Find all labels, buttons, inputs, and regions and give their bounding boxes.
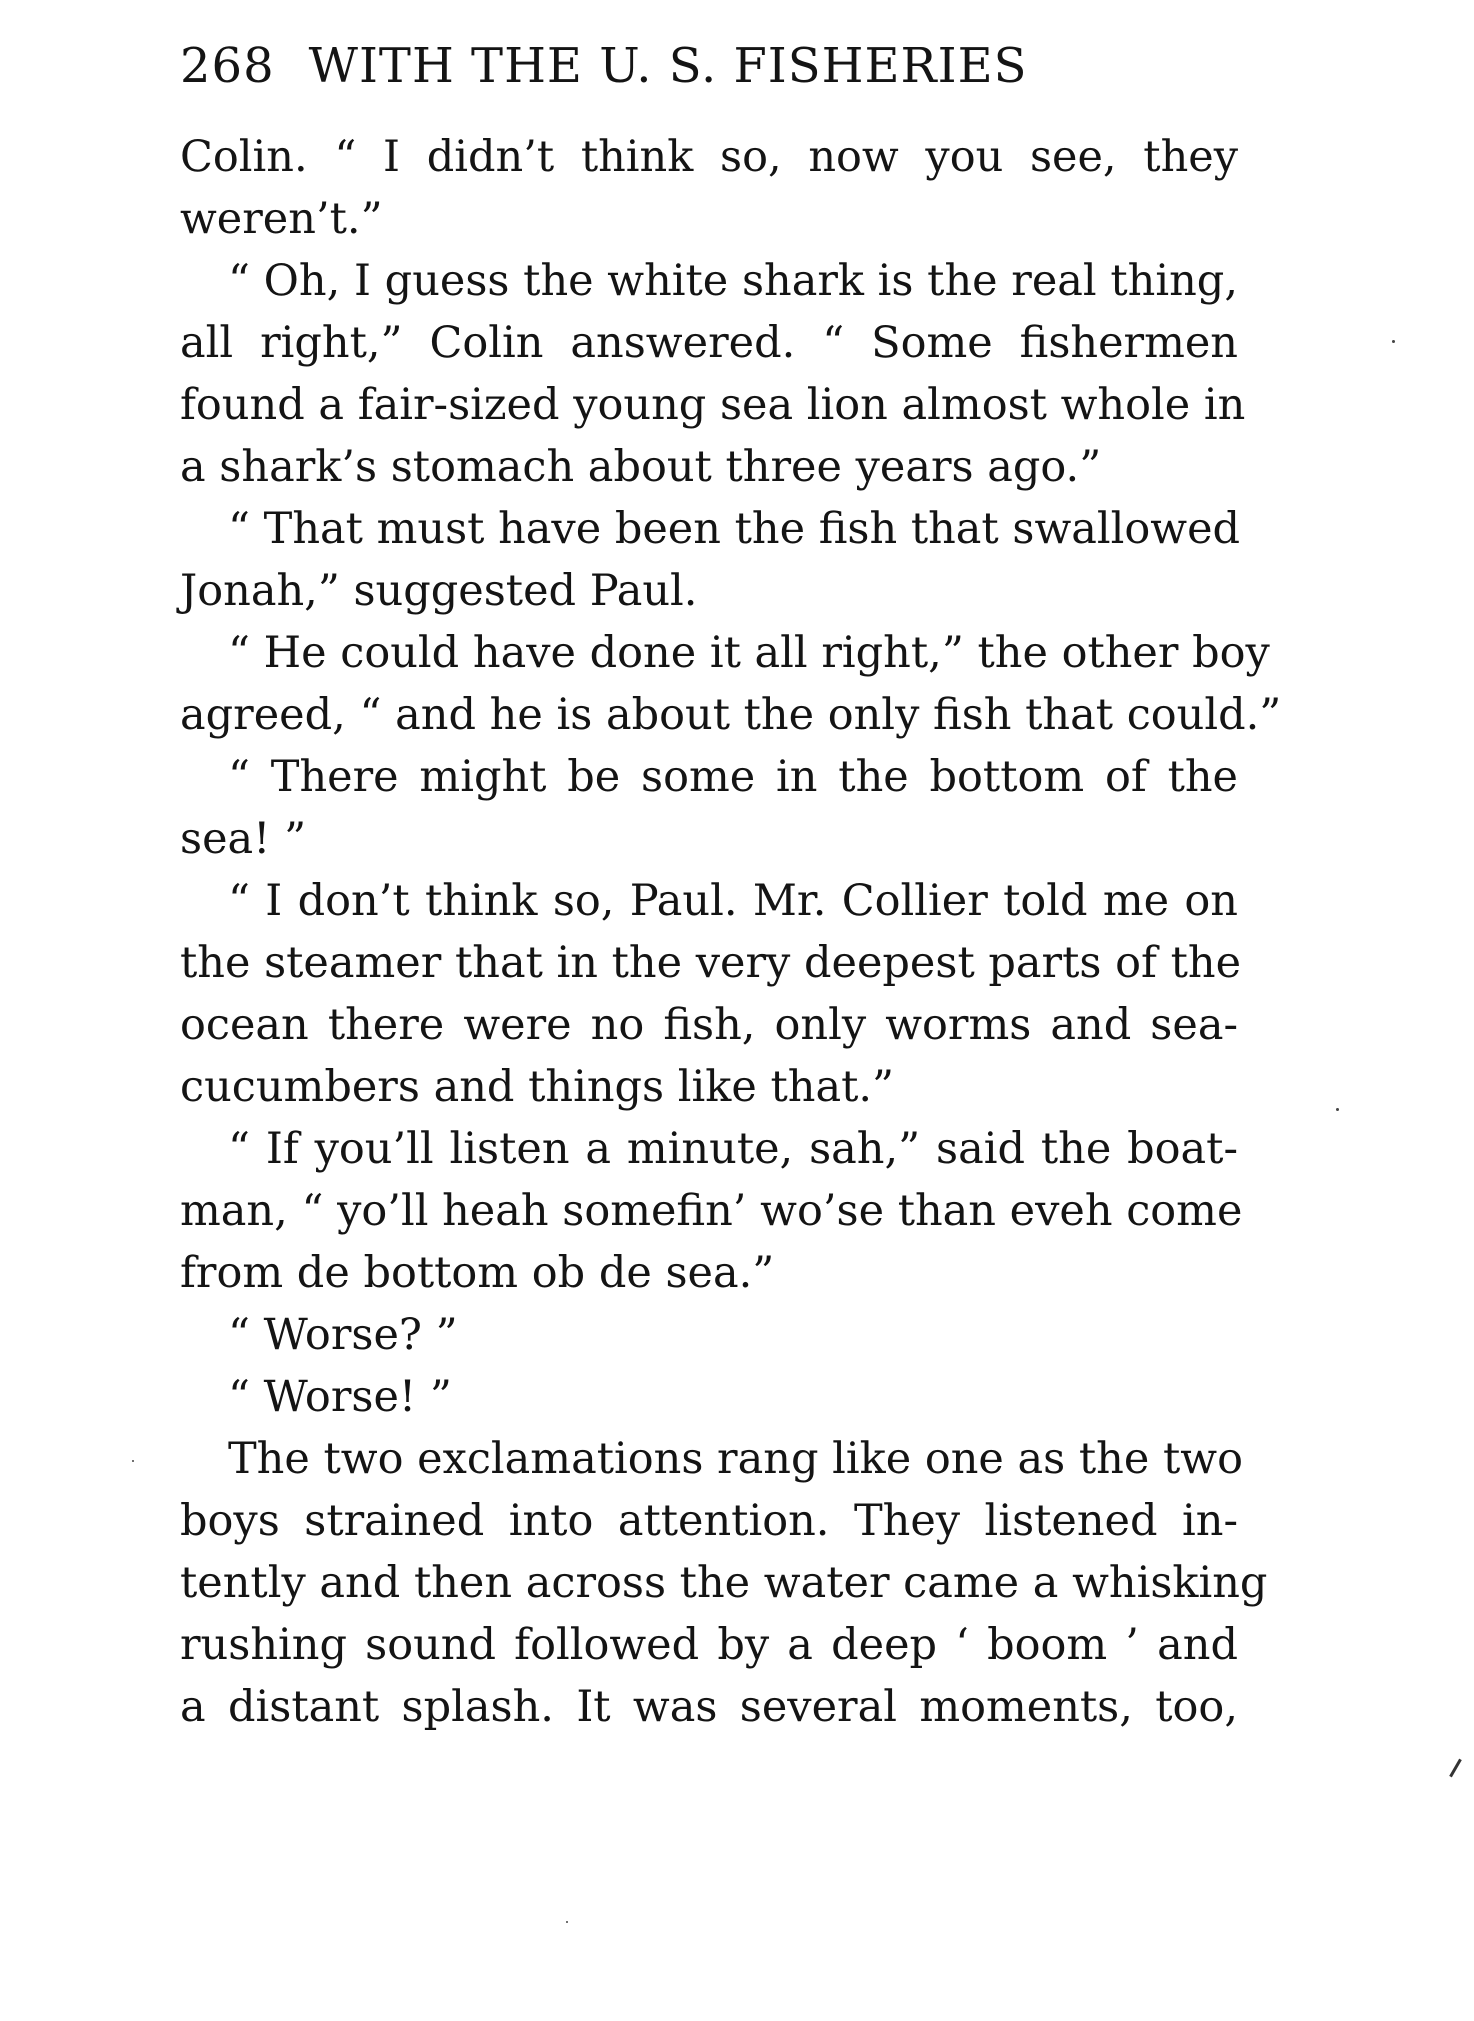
text-line: ocean there were no fish, only worms and sea-: [180, 1000, 1238, 1050]
text-line: the steamer that in the very deepest parts of the: [180, 938, 1242, 988]
text-line: “ Worse? ”: [228, 1310, 458, 1360]
text-line: “ That must have been the fish that swallowed: [228, 504, 1241, 554]
scan-mark: [1449, 1759, 1462, 1778]
text-line: all right,” Colin answered. “ Some fishermen: [180, 318, 1238, 368]
text-line: man, “ yo’ll heah somefin’ wo’se than eveh come: [180, 1186, 1243, 1236]
text-line: a distant splash. It was several moments, too,: [180, 1682, 1238, 1732]
text-line: “ Worse! ”: [228, 1372, 452, 1422]
text-line: The two exclamations rang like one as the two: [228, 1434, 1243, 1484]
body-text: [180, 126, 1282, 1738]
scan-speck: [1336, 1108, 1339, 1111]
scan-speck: [1392, 340, 1395, 343]
text-line: “ I don’t think so, Paul. Mr. Collier told me on: [228, 876, 1238, 926]
text-line: “ If you’ll listen a minute, sah,” said the boat-: [228, 1124, 1238, 1174]
text-line: tently and then across the water came a whisking: [180, 1558, 1268, 1608]
text-line: agreed, “ and he is about the only fish that could.”: [180, 690, 1282, 740]
text-line: found a fair-sized young sea lion almost whole in: [180, 380, 1246, 430]
text-line: Jonah,” suggested Paul.: [180, 566, 698, 616]
page-number: 268: [180, 38, 275, 94]
text-line: cucumbers and things like that.”: [180, 1062, 895, 1112]
text-line: rushing sound followed by a deep ‘ boom ’ and: [180, 1620, 1238, 1670]
text-line: “ Oh, I guess the white shark is the real thing,: [228, 256, 1238, 306]
running-title: WITH THE U. S. FISHERIES: [308, 38, 1028, 94]
text-line: Colin. “ I didn’t think so, now you see, they: [180, 132, 1238, 182]
running-head: [180, 36, 1240, 96]
text-line: boys strained into attention. They listened in-: [180, 1496, 1238, 1546]
text-line: “ He could have done it all right,” the other boy: [228, 628, 1270, 678]
text-line: weren’t.”: [180, 194, 383, 244]
text-line: sea! ”: [180, 814, 307, 864]
scan-speck: [566, 1921, 568, 1923]
scan-speck: [132, 1460, 134, 1462]
text-line: from de bottom ob de sea.”: [180, 1248, 775, 1298]
text-line: a shark’s stomach about three years ago.”: [180, 442, 1102, 492]
text-line: “ There might be some in the bottom of the: [228, 752, 1238, 802]
